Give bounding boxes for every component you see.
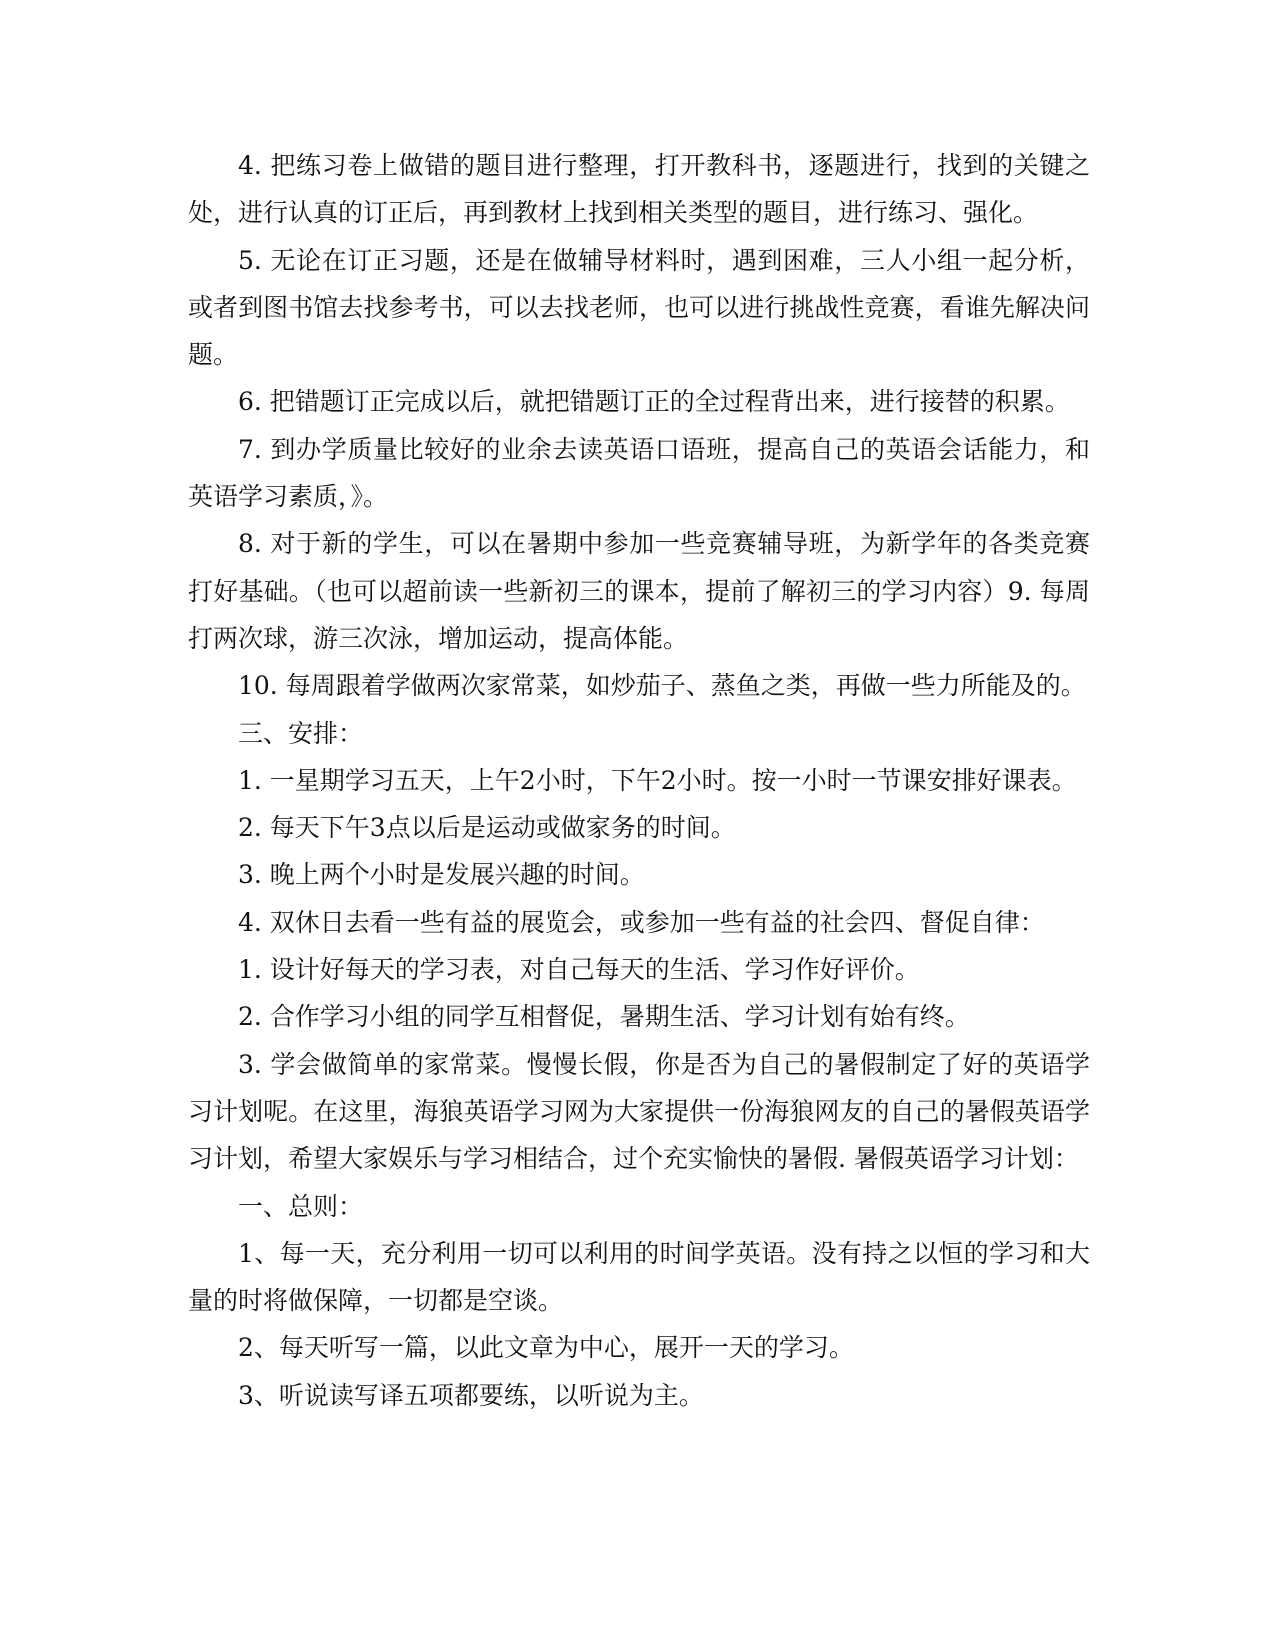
paragraph-discipline-3: 3. 学会做简单的家常菜。慢慢长假，你是否为自己的暑假制定了好的英语学习计划呢。在这里，海狼英语学习网为大家提供一份海狼网友的自己的暑假英语学习计划，希望大家娱乐与学习相结合，过个充实愉快的暑假. 暑假英语学习计划： <box>188 1049 1090 1174</box>
paragraph-item-10-cooking: 10. 每周跟着学做两次家常菜，如炒茄子、蒸鱼之类，再做一些力所能及的。 <box>238 671 1086 701</box>
paragraph-item-7-english-class: 7. 到办学质量比较好的业余去读英语口语班，提高自己的英语会话能力，和英语学习素质，》。 <box>188 434 1090 512</box>
paragraph-general-1: 1、每一天，充分利用一切可以利用的时间学英语。没有持之以恒的学习和大量的时将做保障，一切都是空谈。 <box>188 1238 1090 1316</box>
paragraph-item-4-review-errors: 4. 把练习卷上做错的题目进行整理，打开教科书，逐题进行，找到的关键之处，进行认真的订正后，再到教材上找到相关类型的题目，进行练习、强化。 <box>188 151 1090 228</box>
paragraph-item-8-competition-class: 8. 对于新的学生，可以在暑期中参加一些竞赛辅导班，为新学年的各类竞赛打好基础。（也可以超前读一些新初三的课本，提前了解初三的学习内容）9. 每周打两次球，游三次泳，增加运动，提高体能。 <box>188 529 1090 653</box>
paragraph-arrangement-1: 1. 一星期学习五天，上午2小时，下午2小时。按一小时一节课安排好课表。 <box>238 765 1077 795</box>
paragraph-arrangement-3: 3. 晚上两个小时是发展兴趣的时间。 <box>238 860 645 890</box>
paragraph-item-5-solve-difficulties: 5. 无论在订正习题，还是在做辅导材料时，遇到困难，三人小组一起分析，或者到图书馆去找参考书，可以去找老师，也可以进行挑战性竞赛，看谁先解决问题。 <box>188 245 1090 370</box>
document-body <box>188 142 1090 1419</box>
paragraph-item-6-recite-corrections: 6. 把错题订正完成以后，就把错题订正的全过程背出来，进行接替的积累。 <box>238 387 1070 417</box>
paragraph-general-3: 3、听说读写译五项都要练，以听说为主。 <box>238 1380 704 1410</box>
section-heading-arrangement: 三、安排： <box>238 718 364 748</box>
paragraph-arrangement-4: 4. 双休日去看一些有益的展览会，或参加一些有益的社会四、督促自律： <box>238 907 1045 937</box>
paragraph-discipline-2: 2. 合作学习小组的同学互相督促，暑期生活、学习计划有始有终。 <box>238 1002 970 1032</box>
paragraph-discipline-1: 1. 设计好每天的学习表，对自己每天的生活、学习作好评价。 <box>238 955 920 985</box>
paragraph-general-2: 2、每天听写一篇，以此文章为中心，展开一天的学习。 <box>238 1333 854 1363</box>
section-heading-general: 一、总则： <box>238 1191 364 1221</box>
paragraph-arrangement-2: 2. 每天下午3点以后是运动或做家务的时间。 <box>238 813 736 843</box>
